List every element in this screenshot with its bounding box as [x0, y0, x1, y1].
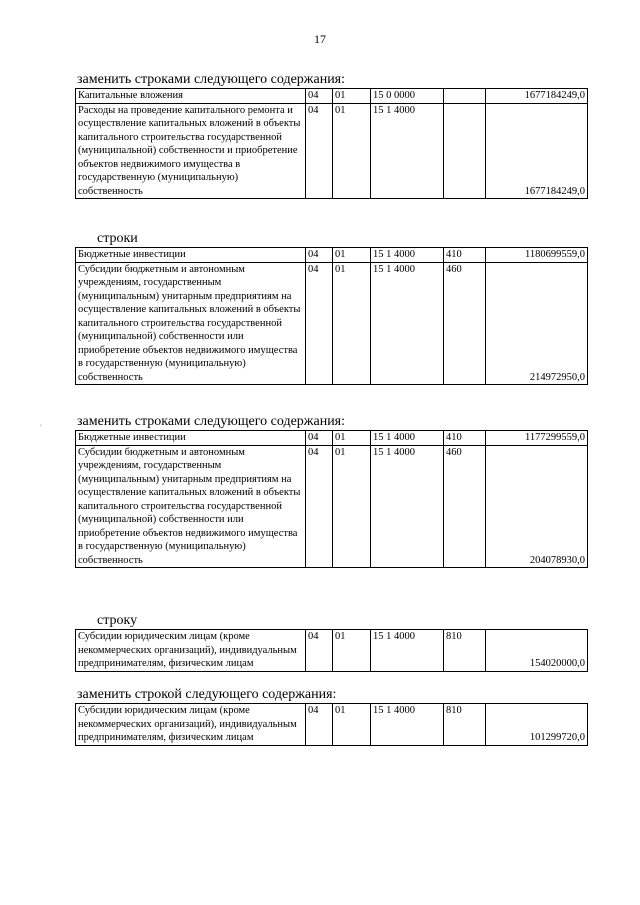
- section-4-table: [75, 629, 588, 672]
- row-target-code: 15 1 4000: [371, 262, 444, 385]
- row-type-code: 410: [444, 248, 486, 263]
- row-name: Бюджетные инвестиции: [76, 248, 306, 263]
- row-type-code: [444, 103, 486, 199]
- section-5-heading: заменить строкой следующего содержания:: [77, 687, 337, 702]
- section-1-table: [75, 88, 588, 199]
- row-type-code: 460: [444, 262, 486, 385]
- section-2-heading: строки: [97, 231, 138, 246]
- row-target-code: 15 1 4000: [371, 630, 444, 672]
- row-name: Субсидии бюджетным и автономным учреждениям, государственным (муниципальным) унитарным предприятиям на осуществление капитальных вложений в объекты капитального строительства государственной (муниципальной) собственности или приобретение объектов недвижимого имущества в государственную (муниципальную) собственность: [76, 262, 306, 385]
- table-row: [76, 704, 588, 746]
- section-3-table: [75, 430, 588, 568]
- row-section-code: 04: [306, 248, 333, 263]
- row-target-code: 15 1 4000: [371, 103, 444, 199]
- row-subsection-code: 01: [333, 445, 371, 568]
- row-amount: 214972950,0: [486, 262, 588, 385]
- row-amount: 101299720,0: [486, 704, 588, 746]
- section-2-table: [75, 247, 588, 385]
- row-subsection-code: 01: [333, 630, 371, 672]
- section-3-heading: заменить строками следующего содержания:: [77, 414, 346, 429]
- section-5-table: [75, 703, 588, 746]
- row-section-code: 04: [306, 704, 333, 746]
- row-section-code: 04: [306, 89, 333, 104]
- table-row: [76, 248, 588, 263]
- page-number: 17: [314, 32, 326, 46]
- row-name: Субсидии бюджетным и автономным учреждениям, государственным (муниципальным) унитарным предприятиям на осуществление капитальных вложений в объекты капитального строительства государственной (муниципальной) собственности или приобретение объектов недвижимого имущества в государственную (муниципальную) собственность: [76, 445, 306, 568]
- row-target-code: 15 1 4000: [371, 704, 444, 746]
- row-subsection-code: 01: [333, 704, 371, 746]
- row-name: Капитальные вложения: [76, 89, 306, 104]
- table-row: [76, 630, 588, 672]
- row-subsection-code: 01: [333, 262, 371, 385]
- row-target-code: 15 1 4000: [371, 248, 444, 263]
- row-amount: 1180699559,0: [486, 248, 588, 263]
- row-type-code: 810: [444, 704, 486, 746]
- table-row: [76, 445, 588, 568]
- row-amount: 204078930,0: [486, 445, 588, 568]
- row-section-code: 04: [306, 630, 333, 672]
- row-amount: 1677184249,0: [486, 89, 588, 104]
- table-row: [76, 89, 588, 104]
- row-name: Расходы на проведение капитального ремонта и осуществление капитальных вложений в объекты капитального строительства государственной (муниципальной) собственности и приобретение объектов недвижимого имущества в государственную (муниципальную) собственность: [76, 103, 306, 199]
- row-section-code: 04: [306, 103, 333, 199]
- row-name: Субсидии юридическим лицам (кроме некоммерческих организаций), индивидуальным предпринимателям, физическим лицам: [76, 704, 306, 746]
- row-subsection-code: 01: [333, 103, 371, 199]
- section-1-heading: заменить строками следующего содержания:: [77, 72, 346, 87]
- row-target-code: 15 0 0000: [371, 89, 444, 104]
- row-amount: 1677184249,0: [486, 103, 588, 199]
- row-name: Бюджетные инвестиции: [76, 431, 306, 446]
- row-section-code: 04: [306, 262, 333, 385]
- table-row: [76, 431, 588, 446]
- row-type-code: 460: [444, 445, 486, 568]
- table-row: [76, 262, 588, 385]
- row-amount: 154020000,0: [486, 630, 588, 672]
- row-amount: 1177299559,0: [486, 431, 588, 446]
- row-name: Субсидии юридическим лицам (кроме некоммерческих организаций), индивидуальным предпринимателям, физическим лицам: [76, 630, 306, 672]
- row-subsection-code: 01: [333, 431, 371, 446]
- section-4-heading: строку: [97, 613, 138, 628]
- row-subsection-code: 01: [333, 248, 371, 263]
- table-row: [76, 103, 588, 199]
- row-section-code: 04: [306, 445, 333, 568]
- row-type-code: 810: [444, 630, 486, 672]
- row-type-code: [444, 89, 486, 104]
- row-subsection-code: 01: [333, 89, 371, 104]
- margin-mark: ': [40, 423, 42, 433]
- row-target-code: 15 1 4000: [371, 445, 444, 568]
- row-type-code: 410: [444, 431, 486, 446]
- row-section-code: 04: [306, 431, 333, 446]
- row-target-code: 15 1 4000: [371, 431, 444, 446]
